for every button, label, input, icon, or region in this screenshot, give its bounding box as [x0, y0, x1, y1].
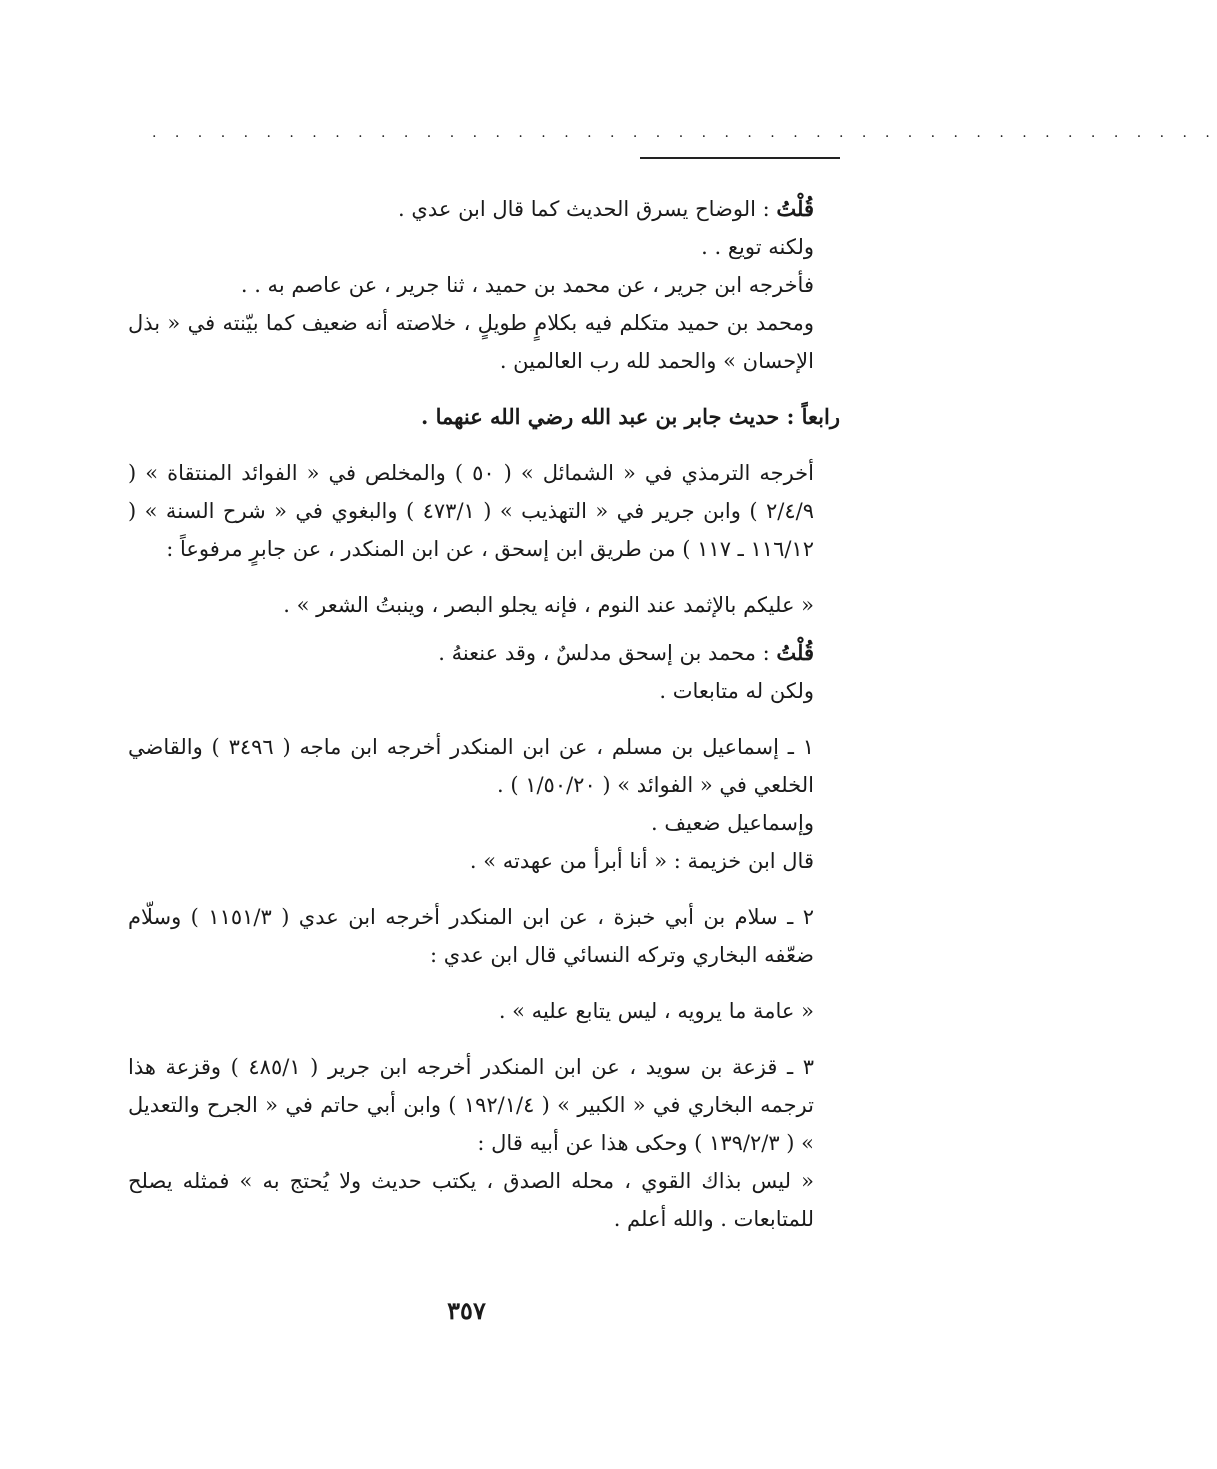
paragraph-12: قال ابن خزيمة : « أنا أبرأ من عهدته » .: [469, 849, 814, 873]
page-body: [128, 190, 840, 1238]
list-item-1: ١ ـ إسماعيل بن مسلم ، عن ابن المنكدر أخرجه ابن ماجه ( ٣٤٩٦ ) والقاضي الخلعي في « الفوائد » ( ١/٥٠/٢٠ ) .: [128, 735, 815, 797]
page-number: ٣٥٧: [447, 1296, 486, 1325]
paragraph-text: : محمد بن إسحق مدلسٌ ، وقد عنعنهُ .: [438, 641, 777, 665]
footnote-rule: [640, 157, 840, 159]
quote-ibn-adi: « عامة ما يرويه ، ليس يتابع عليه » .: [498, 999, 814, 1023]
paragraph-text: : الوضاح يسرق الحديث كما قال ابن عدي .: [398, 197, 777, 221]
list-item-2: ٢ ـ سلام بن أبي خبزة ، عن ابن المنكدر أخرجه ابن عدي ( ١١٥١/٣ ) وسلّام ضعّفه البخاري وتركه النسائي قال ابن عدي :: [128, 905, 815, 967]
dotted-separator: . . . . . . . . . . . . . . . . . . . . . . . . . . . . . . . . . . . . . . . . . . . . . . .: [152, 125, 1217, 141]
paragraph-6: أخرجه الترمذي في « الشمائل » ( ٥٠ ) والمخلص في « الفوائد المنتقاة » ( ٢/٤/٩ ) وابن جرير في « التهذيب » ( ٤٧٣/١ ) والبغوي في « شرح السنة » ( ١١٦/١٢ ـ ١١٧ ) من طريق ابن إسحق ، عن ابن المنكدر ، عن جابرٍ مرفوعاً :: [128, 461, 814, 561]
qult-label: قُلْتُ: [776, 196, 814, 221]
paragraph-9: ولكن له متابعات .: [659, 679, 814, 703]
qult-label: قُلْتُ: [776, 640, 814, 665]
paragraph-11: وإسماعيل ضعيف .: [651, 811, 814, 835]
hadith-quote: « عليكم بالإثمد عند النوم ، فإنه يجلو البصر ، وينبتُ الشعر » .: [283, 593, 814, 617]
paragraph-2: ولكنه تويع . .: [701, 235, 814, 259]
paragraph-4: ومحمد بن حميد متكلم فيه بكلامٍ طويلٍ ، خلاصته أنه ضعيف كما بيّنته في « بذل الإحسان » والحمد لله رب العالمين .: [128, 311, 814, 373]
paragraph-3: فأخرجه ابن جرير ، عن محمد بن حميد ، ثنا جرير ، عن عاصم به . .: [240, 273, 814, 297]
paragraph-qult-1: [128, 190, 840, 228]
list-item-3: ٣ ـ قزعة بن سويد ، عن ابن المنكدر أخرجه ابن جرير ( ٤٨٥/١ ) وقزعة هذا ترجمه البخاري في « الكبير » ( ١٩٢/١/٤ ) وابن أبي حاتم في « الجرح والتعديل » ( ١٣٩/٢/٣ ) وحكى هذا عن أبيه قال :: [128, 1055, 814, 1155]
section-heading: رابعاً : حديث جابر بن عبد الله رضي الله عنهما .: [421, 404, 840, 429]
paragraph-qult-2: [128, 634, 840, 672]
paragraph-16: « ليس بذاك القوي ، محله الصدق ، يكتب حديث ولا يُحتج به » فمثله يصلح للمتابعات . والله أعلم .: [128, 1169, 814, 1231]
